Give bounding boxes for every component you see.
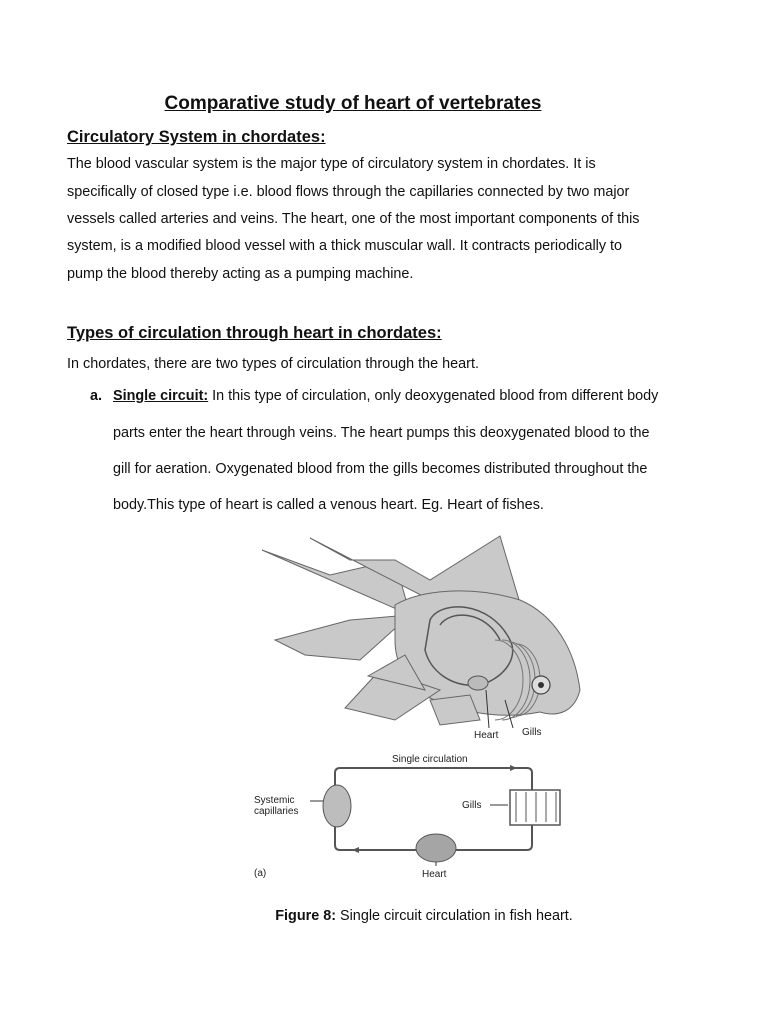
- fish-heart: [468, 676, 488, 690]
- intro-line: In chordates, there are two types of circulation through the heart.: [67, 356, 479, 372]
- figure-caption-text: Single circuit circulation in fish heart.: [336, 908, 573, 924]
- list-marker: a.: [90, 388, 103, 404]
- fish-heart-figure: [240, 530, 600, 890]
- heart-shape: [416, 834, 456, 862]
- paragraph-line: system, is a modified blood vessel with a thick muscular wall. It contracts periodically to: [67, 238, 623, 254]
- arrow: [510, 765, 517, 771]
- paragraph-line: The blood vascular system is the major type of circulatory system in chordates. It is: [67, 156, 596, 172]
- list-item-line: parts enter the heart through veins. The heart pumps this deoxygenated blood to the: [113, 425, 650, 441]
- figure-caption-label: Figure 8:: [275, 908, 337, 924]
- section-heading-types-of-circulation: Types of circulation through heart in chordates:: [67, 324, 442, 342]
- fish-pupil: [538, 682, 544, 688]
- label-systemic: Systemic: [254, 795, 295, 806]
- page-title: Comparative study of heart of vertebrates: [164, 93, 542, 114]
- label-capillaries: capillaries: [254, 806, 299, 817]
- label-gills-top: Gills: [522, 727, 542, 738]
- label-heart-top: Heart: [474, 730, 499, 741]
- list-item-line: body.This type of heart is called a venous heart. Eg. Heart of fishes.: [113, 497, 544, 513]
- arrow: [352, 847, 359, 853]
- label-heart-bottom: Heart: [422, 869, 447, 880]
- figure-caption: [0, 908, 768, 924]
- gills-box: [510, 790, 560, 825]
- list-item-text: In this type of circulation, only deoxygenated blood from different body: [208, 388, 659, 404]
- paragraph-line: pump the blood thereby acting as a pumping machine.: [67, 266, 414, 282]
- list-item-line: [113, 388, 658, 404]
- list-item-term: Single circuit:: [113, 388, 209, 404]
- tail-fin-lower: [275, 615, 410, 660]
- list-item-line: gill for aeration. Oxygenated blood from the gills becomes distributed throughout the: [113, 461, 648, 477]
- label-panel-a: (a): [254, 868, 267, 879]
- paragraph-line: vessels called arteries and veins. The heart, one of the most important components of this: [67, 211, 640, 227]
- paragraph-line: specifically of closed type i.e. blood flows through the capillaries connected by two major: [67, 184, 630, 200]
- section-heading-circulatory-system: Circulatory System in chordates:: [67, 128, 326, 146]
- label-single-circulation: Single circulation: [392, 754, 468, 765]
- systemic-capillaries-shape: [323, 785, 351, 827]
- label-gills: Gills: [462, 800, 482, 811]
